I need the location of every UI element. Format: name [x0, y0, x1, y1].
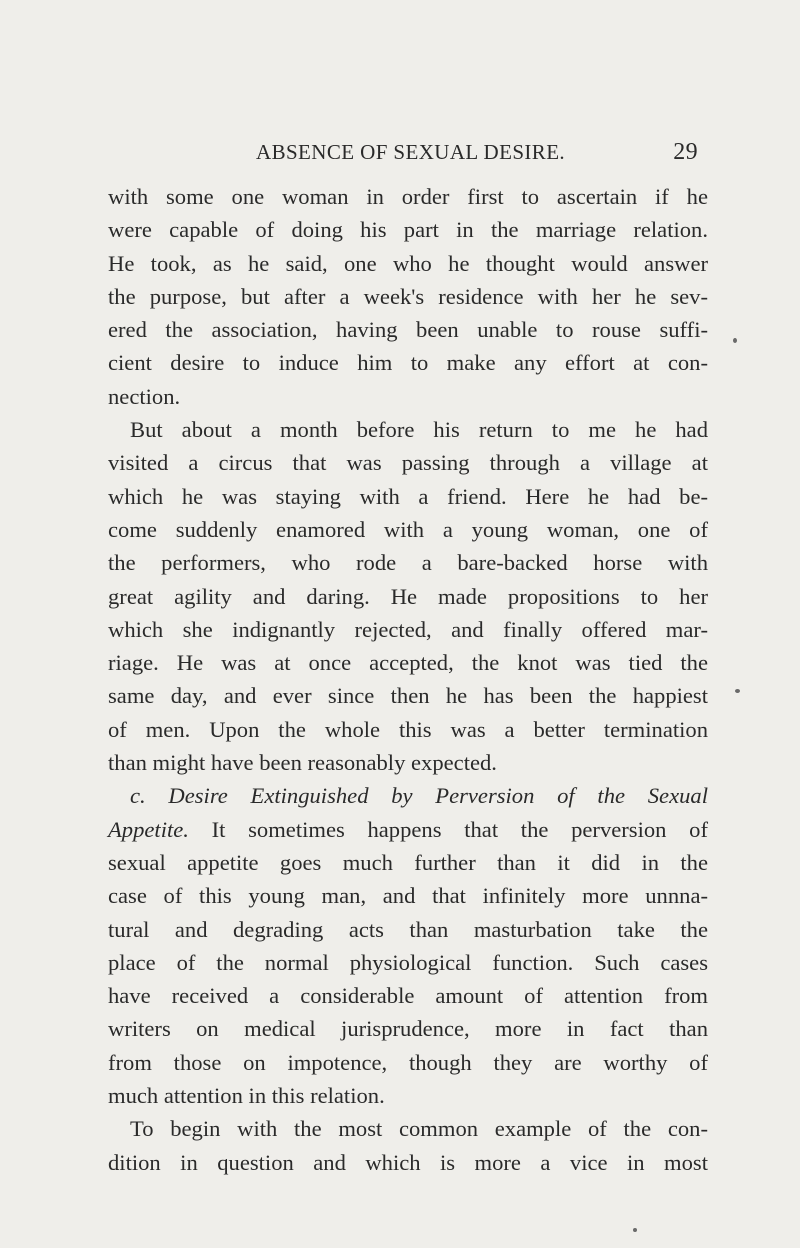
text-line: ered the association, having been unable to rouse suffi-	[108, 317, 708, 343]
text-line: To begin with the most common example of the con-	[130, 1116, 708, 1142]
text-line: which he was staying with a friend. Here he had be-	[108, 483, 708, 509]
text-line: case of this young man, and that infinitely more unnna-	[108, 883, 708, 909]
text-line: than might have been reasonably expected.	[108, 750, 497, 776]
paper-speck	[735, 689, 740, 693]
body-text	[108, 180, 708, 1179]
running-title: ABSENCE OF SEXUAL DESIRE.	[256, 140, 566, 164]
text-line: with some one woman in order first to ascertain if he	[108, 184, 708, 209]
text-line: the performers, who rode a bare-backed horse with	[108, 550, 708, 576]
text-line: place of the normal physiological function. Such cases	[108, 949, 708, 975]
text-line: But about a month before his return to me he had	[130, 417, 708, 443]
text-line: which she indignantly rejected, and finally offered mar-	[108, 616, 708, 642]
text-line: dition in question and which is more a vice in most	[108, 1149, 708, 1175]
section-heading-end: Appetite.	[108, 816, 189, 842]
paper-speck	[633, 1228, 637, 1232]
text-line: nection.	[108, 383, 181, 409]
text-line: writers on medical jurisprudence, more in fact than	[108, 1016, 708, 1042]
text-line: were capable of doing his part in the marriage relation.	[108, 217, 708, 243]
text-line: sexual appetite goes much further than it did in the	[108, 849, 708, 875]
text-line	[108, 813, 708, 846]
section-heading: c. Desire Extinguished by Perversion of the Sexual	[130, 783, 708, 809]
text-line: He took, as he said, one who he thought would answer	[108, 250, 708, 276]
text-line: from those on impotence, though they are worthy of	[108, 1049, 708, 1075]
paper-speck	[733, 338, 737, 343]
text-line: great agility and daring. He made propositions to her	[108, 583, 708, 609]
text-line: have received a considerable amount of attention from	[108, 983, 708, 1009]
text-line: the purpose, but after a week's residence with her he sev-	[108, 283, 708, 309]
text-line: much attention in this relation.	[108, 1083, 385, 1109]
text-line: come suddenly enamored with a young woman, one of	[108, 516, 708, 542]
text-line: riage. He was at once accepted, the knot was tied the	[108, 650, 708, 676]
running-head	[108, 140, 708, 168]
text-line: visited a circus that was passing through a village at	[108, 450, 708, 476]
text-line: tural and degrading acts than masturbation take the	[108, 916, 708, 942]
text-line: same day, and ever since then he has been the happiest	[108, 683, 708, 709]
text-fragment: It sometimes happens that the perversion of	[188, 816, 708, 842]
text-line: cient desire to induce him to make any effort at con-	[108, 350, 708, 376]
text-line: of men. Upon the whole this was a better termination	[108, 716, 708, 742]
page-number: 29	[673, 139, 698, 165]
